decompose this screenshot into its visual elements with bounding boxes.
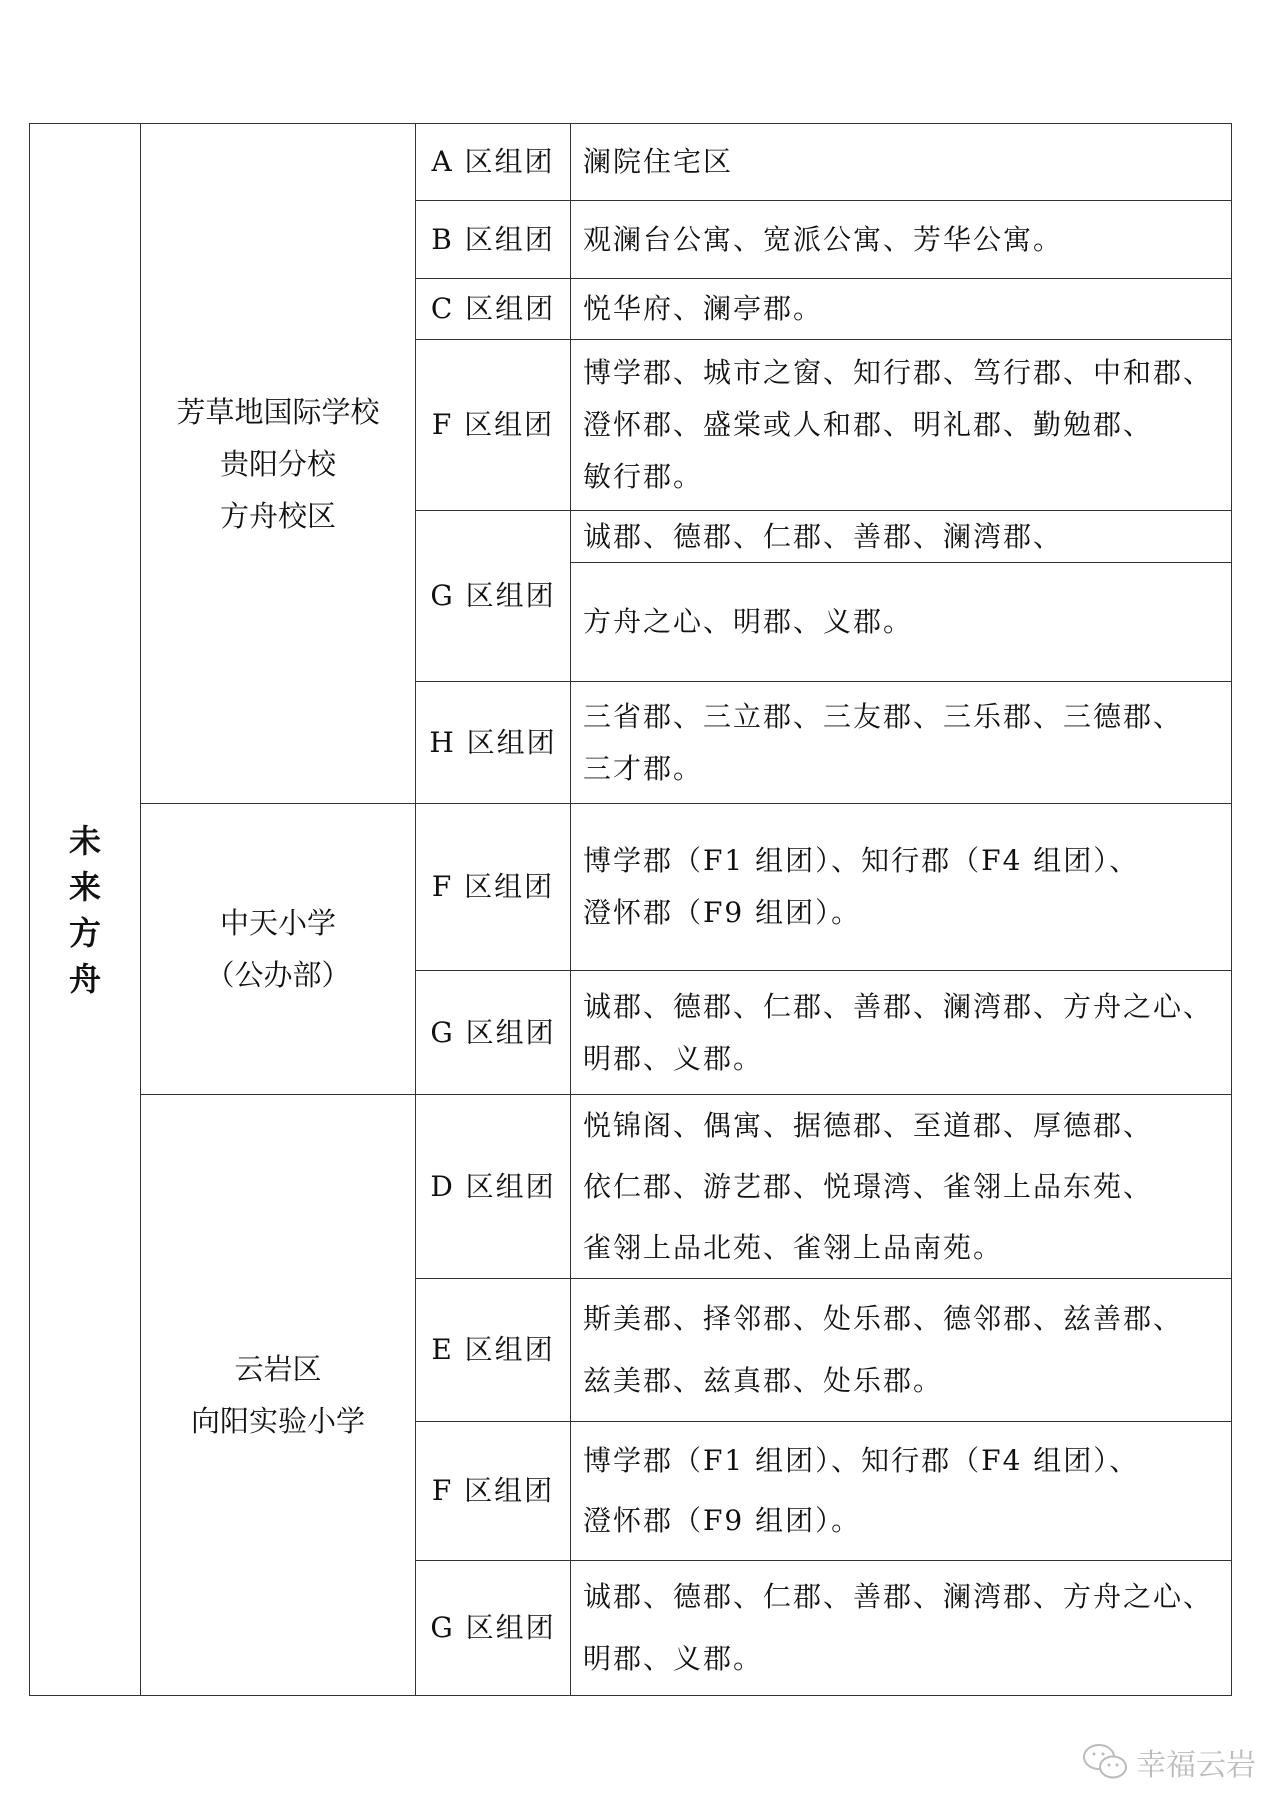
address-cell: 三省郡、三立郡、三友郡、三乐郡、三德郡、 三才郡。 <box>570 681 1232 804</box>
address-cell: 博学郡、城市之窗、知行郡、笃行郡、中和郡、 澄怀郡、盛棠或人和郡、明礼郡、勤勉郡、 敏行郡。 <box>570 339 1232 511</box>
zone-cell: C 区组团 <box>415 278 571 340</box>
school-cell <box>140 123 416 804</box>
zone-cell: B 区组团 <box>415 200 571 279</box>
school-name-line: （公办部） <box>205 958 351 992</box>
address-cell: 博学郡（F1 组团）、知行郡（F4 组团）、 澄怀郡（F9 组团）。 <box>570 803 1232 971</box>
zone-cell: G 区组团 <box>415 970 571 1095</box>
district-name: 未来方舟 <box>68 821 101 998</box>
zone-cell: F 区组团 <box>415 339 571 511</box>
zone-cell: F 区组团 <box>415 803 571 971</box>
zone-cell: F 区组团 <box>415 1421 571 1561</box>
zone-cell: G 区组团 <box>415 1560 571 1696</box>
zone-cell: A 区组团 <box>415 123 571 201</box>
address-cell: 澜院住宅区 <box>570 123 1232 201</box>
address-cell: 诚郡、德郡、仁郡、善郡、澜湾郡、方舟之心、 明郡、义郡。 <box>570 970 1232 1095</box>
wechat-icon <box>1082 1742 1130 1782</box>
school-name-line: 芳草地国际学校 <box>176 394 380 429</box>
zone-cell: D 区组团 <box>415 1094 571 1279</box>
school-name-line: 向阳实验小学 <box>190 1404 365 1438</box>
school-name-line: 方舟校区 <box>219 498 336 533</box>
school-name-line: 中天小学 <box>219 906 336 940</box>
district-cell <box>29 123 141 1696</box>
address-cell: 悦锦阁、偶寓、据德郡、至道郡、厚德郡、 依仁郡、游艺郡、悦璟湾、雀翎上品东苑、 雀翎上品北苑、雀翎上品南苑。 <box>570 1094 1232 1279</box>
zone-cell: H 区组团 <box>415 681 571 804</box>
address-cell: 观澜台公寓、宽派公寓、芳华公寓。 <box>570 200 1232 279</box>
address-cell: 博学郡（F1 组团）、知行郡（F4 组团）、 澄怀郡（F9 组团）。 <box>570 1421 1232 1561</box>
address-cell: 诚郡、德郡、仁郡、善郡、澜湾郡、 <box>570 510 1232 563</box>
zone-cell: E 区组团 <box>415 1278 571 1422</box>
school-name-line: 贵阳分校 <box>219 446 336 481</box>
address-cell: 斯美郡、择邻郡、处乐郡、德邻郡、兹善郡、 兹美郡、兹真郡、处乐郡。 <box>570 1278 1232 1422</box>
school-name-line: 云岩区 <box>234 1352 322 1386</box>
school-cell <box>140 803 416 1095</box>
zone-cell: G 区组团 <box>415 510 571 682</box>
address-cell: 方舟之心、明郡、义郡。 <box>570 562 1232 682</box>
address-cell: 悦华府、澜亭郡。 <box>570 278 1232 340</box>
watermark-text: 幸福云岩 <box>1136 1748 1256 1783</box>
watermark <box>1082 1740 1256 1784</box>
school-cell <box>140 1094 416 1696</box>
address-cell: 诚郡、德郡、仁郡、善郡、澜湾郡、方舟之心、 明郡、义郡。 <box>570 1560 1232 1696</box>
